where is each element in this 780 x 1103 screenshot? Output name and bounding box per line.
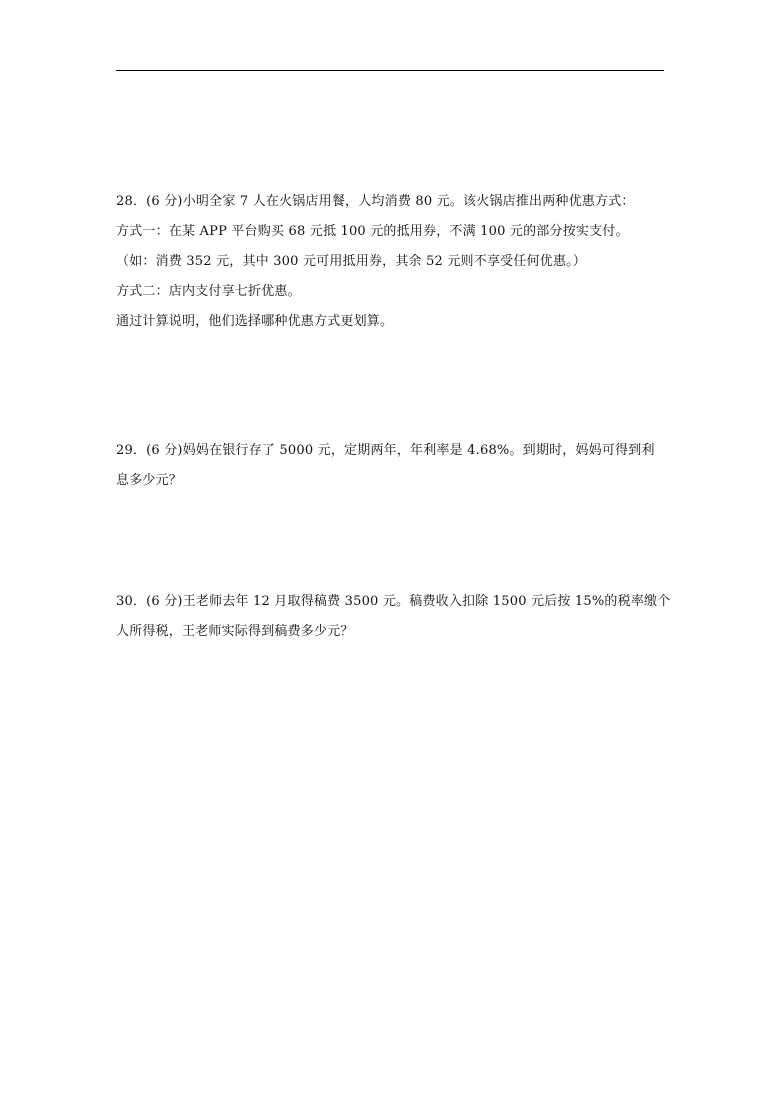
question-30 <box>116 587 671 647</box>
question-28 <box>116 187 666 337</box>
question-30-line-2: 人所得税，王老师实际得到稿费多少元？ <box>116 624 354 639</box>
question-29 <box>116 436 666 496</box>
header-rule <box>116 70 664 71</box>
question-29-line-1: 29．(6 分)妈妈在银行存了 5000 元，定期两年，年利率是 4.68%。到期时，妈妈可得到利 <box>116 443 655 458</box>
question-28-line-4: 方式二：店内支付享七折优惠。 <box>116 284 301 299</box>
question-30-line-1: 30．(6 分)王老师去年 12 月取得稿费 3500 元。稿费收入扣除 1500 元后按 15%的税率缴个 <box>116 594 671 609</box>
question-28-line-3: （如：消费 352 元，其中 300 元可用抵用券，其余 52 元则不享受任何优惠。） <box>116 254 587 269</box>
question-28-line-1: 28．(6 分)小明全家 7 人在火锅店用餐，人均消费 80 元。该火锅店推出两种优惠方式： <box>116 194 635 209</box>
question-28-line-5: 通过计算说明，他们选择哪种优惠方式更划算。 <box>116 314 394 329</box>
question-28-line-2: 方式一：在某 APP 平台购买 68 元抵 100 元的抵用券，不满 100 元的部分按实支付。 <box>116 224 629 239</box>
question-29-line-2: 息多少元？ <box>116 473 183 488</box>
